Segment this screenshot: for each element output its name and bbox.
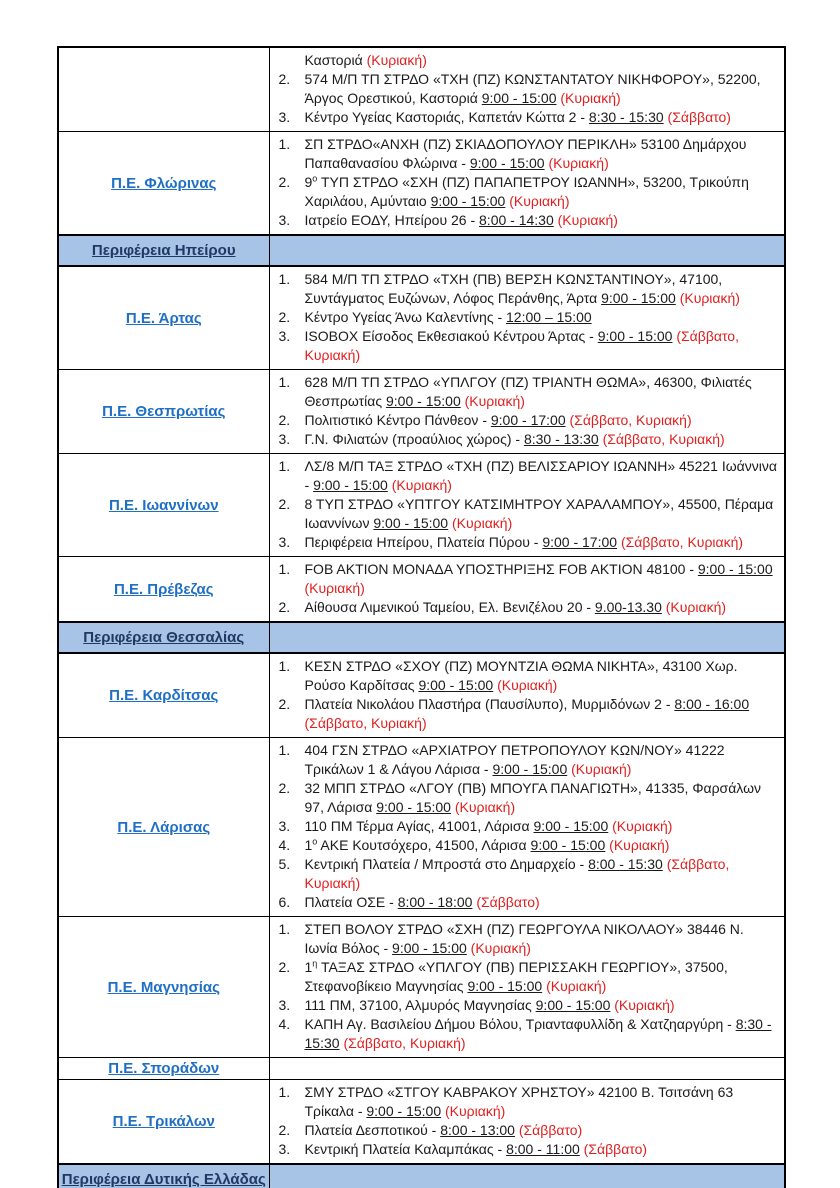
time-range: 9:00 - 15:00 (392, 940, 467, 956)
region-name (58, 47, 269, 132)
text-run: Καστοριά (304, 52, 367, 68)
location-list (269, 454, 785, 557)
location-item (279, 893, 781, 912)
text-run: ΣΜΥ ΣΤΡΔΟ «ΣΤΓΟΥ ΚΑΒΡΑΚΟΥ ΧΡΗΣΤΟΥ» 42100 Β. Τσιτσάνη 63 Τρίκαλα - (304, 1084, 734, 1119)
location-item (279, 855, 781, 893)
item-text (305, 598, 781, 617)
item-number: 1. (278, 271, 291, 287)
item-number: 2. (278, 309, 291, 325)
item-text (305, 211, 781, 230)
location-item (279, 135, 781, 173)
item-number: 3. (278, 818, 291, 834)
day-note: (Σάββατο, Κυριακή) (602, 431, 725, 447)
region-name: Π.Ε. Καρδίτσας (58, 653, 269, 738)
region-row (58, 653, 785, 738)
time-range: 9:00 - 15:00 (467, 978, 543, 994)
time-range: 9:00 - 15:00 (430, 193, 506, 209)
region-row (58, 132, 785, 236)
location-list (269, 370, 785, 454)
time-range: 9:00 - 15:00 (376, 799, 451, 815)
text-run: 110 ΠΜ Τέρμα Αγίας, 41001, Λάρισα (304, 818, 534, 834)
day-note: (Κυριακή) (546, 978, 607, 994)
section-header-filler (269, 1164, 785, 1188)
day-note: (Κυριακή) (454, 799, 516, 815)
item-text (305, 560, 781, 598)
location-item (279, 1083, 781, 1121)
day-note: (Κυριακή) (557, 212, 618, 228)
region-name: Π.Ε. Μαγνησίας (58, 917, 269, 1058)
location-item (279, 920, 781, 958)
text-run: 1 (304, 959, 313, 975)
item-text (305, 996, 781, 1015)
day-note: (Σάββατο, Κυριακή) (304, 715, 427, 731)
location-item (279, 411, 781, 430)
text-run: ΚΑΠΗ Αγ. Βασιλείου Δήμου Βόλου, Τριανταφυλλίδη & Χατζηαργύρη - (304, 1016, 736, 1032)
section-header-filler (269, 622, 785, 653)
location-list (269, 557, 785, 623)
region-row (58, 266, 785, 370)
item-number: 4. (278, 837, 291, 853)
item-text (305, 51, 781, 70)
item-number: 2. (278, 696, 291, 712)
text-run: Κεντρική Πλατεία Καλαμπάκας - (304, 1141, 507, 1157)
region-row (58, 1080, 785, 1165)
region-row (58, 370, 785, 454)
item-text (305, 1121, 781, 1140)
text-run: Κέντρο Υγείας Καστοριάς, Καπετάν Κώττα 2 - (304, 109, 589, 125)
day-note: (Κυριακή) (560, 90, 621, 106)
day-note: (Κυριακή) (497, 677, 558, 693)
day-note: (Σάββατο) (667, 109, 731, 125)
text-run: Αίθουσα Λιμενικού Ταμείου, Ελ. Βενιζέλου 20 - (304, 599, 595, 615)
item-number: 1. (278, 458, 291, 474)
text-run: 404 ΓΣΝ ΣΤΡΔΟ «ΑΡΧΙΑΤΡΟΥ ΠΕΤΡΟΠΟΥΛΟΥ ΚΩΝ/ΝΟΥ» 41222 Τρικάλων 1 & Λάγου Λάρισα - (304, 742, 725, 777)
item-number: 5. (278, 856, 291, 872)
day-note: (Σάββατο, Κυριακή) (620, 534, 744, 550)
day-note: (Κυριακή) (609, 837, 670, 853)
location-item (279, 211, 781, 230)
item-text (305, 920, 781, 958)
location-item (279, 108, 781, 127)
location-item (279, 657, 781, 695)
locations-table-body (58, 47, 785, 1188)
location-item (279, 741, 781, 779)
time-range: 9:00 - 15:00 (533, 818, 609, 834)
item-number: 2. (278, 412, 291, 428)
day-note: (Σάββατο) (518, 1122, 583, 1138)
time-range: 9:00 - 17:00 (490, 412, 566, 428)
text-run: FOB AKTION ΜΟΝΑΔΑ ΥΠΟΣΤΗΡΙΞΗΣ FOB AKTION 48100 - (304, 561, 698, 577)
text-run: Περιφέρεια Ηπείρου, Πλατεία Πύρου - (304, 534, 543, 550)
item-number: 1. (278, 561, 291, 577)
text-run: Κέντρο Υγείας Άνω Καλεντίνης - (304, 309, 507, 325)
item-text (305, 958, 781, 996)
region-name: Π.Ε. Λάρισας (58, 738, 269, 917)
text-run: ΤΥΠ ΣΤΡΔΟ «ΣΧΗ (ΠΖ) ΠΑΠΑΠΕΤΡΟΥ ΙΩΑΝΝΗ», 53200, Τρικούπη Χαριλάου, Αμύνταιο (304, 174, 749, 209)
location-item (279, 1015, 781, 1053)
text-run: Γ.Ν. Φιλιατών (προαύλιος χώρος) - (304, 431, 524, 447)
location-item (279, 70, 781, 108)
item-number: 3. (278, 109, 291, 125)
text-run: ΣΠ ΣΤΡΔΟ«ΑΝΧΗ (ΠΖ) ΣΚΙΑΔΟΠΟΥΛΟΥ ΠΕΡΙΚΛΗ» 53100 Δημάρχου Παπαθανασίου Φλώρινα - (304, 136, 747, 171)
item-text (305, 327, 781, 365)
time-range: 9:00 - 15:00 (469, 155, 545, 171)
time-range: 9:00 - 15:00 (373, 515, 449, 531)
location-item (279, 495, 781, 533)
time-range: 9:00 - 17:00 (542, 534, 618, 550)
item-text (305, 411, 781, 430)
time-range: 8:00 - 16:00 (674, 696, 750, 712)
time-range: 9:00 - 15:00 (386, 393, 461, 409)
item-number: 2. (278, 780, 291, 796)
item-text (305, 173, 781, 211)
text-run: 628 Μ/Π ΤΠ ΣΤΡΔΟ «ΥΠΛΓΟΥ (ΠΖ) ΤΡΙΑΝΤΗ ΘΩΜΑ», 46300, Φιλιατές Θεσπρωτίας (304, 374, 752, 409)
item-text (305, 270, 781, 308)
location-item (279, 996, 781, 1015)
location-list (269, 1058, 785, 1080)
time-range: 9:00 - 15:00 (492, 761, 568, 777)
location-item (279, 430, 781, 449)
section-header-row (58, 235, 785, 266)
region-row (58, 454, 785, 557)
location-item (279, 373, 781, 411)
section-header-label: Περιφέρεια Ηπείρου (58, 235, 269, 266)
item-number: 2. (278, 71, 291, 87)
day-note: (Σάββατο, Κυριακή) (304, 856, 730, 891)
region-name: Π.Ε. Πρέβεζας (58, 557, 269, 623)
ordinal-superscript: η (312, 958, 318, 969)
day-note: (Σάββατο) (476, 894, 540, 910)
day-note: (Κυριακή) (304, 580, 365, 596)
time-range: 12:00 – 15:00 (506, 309, 592, 325)
location-item (279, 836, 781, 855)
time-range: 8:00 - 14:30 (479, 212, 554, 228)
time-range: 9:00 - 15:00 (601, 290, 676, 306)
text-run: Πολιτιστικό Κέντρο Πάνθεον - (304, 412, 491, 428)
text-run: ΤΑΞΑΣ ΣΤΡΔΟ «ΥΠΛΓΟΥ (ΠΒ) ΠΕΡΙΣΣΑΚΗ ΓΕΩΡΓΙΟΥ», 37500, Στεφανοβίκειο Μαγνησίας (304, 959, 728, 994)
location-item (279, 270, 781, 308)
location-item (279, 1140, 781, 1159)
region-name: Π.Ε. Σποράδων (58, 1058, 269, 1080)
location-item (279, 958, 781, 996)
location-item (279, 1121, 781, 1140)
day-note: (Σάββατο, Κυριακή) (304, 328, 739, 363)
text-run: ΑΚΕ Κουτσόχερο, 41500, Λάρισα (317, 837, 531, 853)
time-range: 9:00 - 15:00 (597, 328, 673, 344)
item-number (279, 51, 305, 70)
day-note: (Κυριακή) (679, 290, 740, 306)
item-text (305, 533, 781, 552)
time-range: 8:00 - 18:00 (397, 894, 473, 910)
item-number: 4. (278, 1016, 291, 1032)
item-number: 2. (278, 496, 291, 512)
item-number: 3. (278, 212, 291, 228)
text-run: 32 ΜΠΠ ΣΤΡΔΟ «ΛΓΟΥ (ΠΒ) ΜΠΟΥΓΑ ΠΑΝΑΓΙΩΤΗ», 41335, Φαρσάλων 97, Λάρισα (304, 780, 762, 815)
text-run: Κεντρική Πλατεία / Μπροστά στο Δημαρχείο - (304, 856, 589, 872)
item-number: 3. (278, 534, 291, 550)
time-range: 8:00 - 13:00 (440, 1122, 515, 1138)
item-text (305, 855, 781, 893)
item-number: 3. (278, 1141, 291, 1157)
region-row (58, 47, 785, 132)
item-number: 1. (278, 1084, 291, 1100)
location-item (279, 695, 781, 733)
text-run: 574 Μ/Π ΤΠ ΣΤΡΔΟ «ΤΧΗ (ΠΖ) ΚΩΝΣΤΑΝΤΑΤΟΥ ΝΙΚΗΦΟΡΟΥ», 52200, Άργος Ορεστικού, Καστοριά (304, 71, 761, 106)
item-text (305, 1140, 781, 1159)
item-text (305, 657, 781, 695)
ordinal-superscript: ο (312, 836, 318, 847)
item-text (305, 1015, 781, 1053)
item-number: 6. (278, 894, 291, 910)
location-list (269, 266, 785, 370)
item-text (305, 695, 781, 733)
item-number: 1. (278, 742, 291, 758)
location-list (269, 917, 785, 1058)
text-run: 111 ΠΜ, 37100, Αλμυρός Μαγνησίας (304, 997, 536, 1013)
region-name: Π.Ε. Θεσπρωτίας (58, 370, 269, 454)
time-range: 9:00 - 15:00 (481, 90, 557, 106)
text-run: Πλατεία Δεσποτικού - (304, 1122, 441, 1138)
item-text (305, 135, 781, 173)
time-range: 9:00 - 15:00 (366, 1103, 442, 1119)
location-list (269, 653, 785, 738)
item-number: 2. (278, 1122, 291, 1138)
day-note: (Κυριακή) (464, 393, 525, 409)
item-number: 1. (278, 658, 291, 674)
day-note: (Κυριακή) (366, 52, 427, 68)
item-text (305, 495, 781, 533)
time-range: 8:30 - 13:30 (523, 431, 599, 447)
location-list (269, 47, 785, 132)
region-row (58, 557, 785, 623)
text-run: 584 Μ/Π ΤΠ ΣΤΡΔΟ «ΤΧΗ (ΠΒ) ΒΕΡΣΗ ΚΩΝΣΤΑΝΤΙΝΟΥ», 47100, Συντάγματος Ευζώνων, Λόφος Περάνθης, Άρτα (304, 271, 723, 306)
time-range: 9:00 - 15:00 (530, 837, 606, 853)
day-note: (Σάββατο, Κυριακή) (343, 1035, 466, 1051)
text-run: ISOBOX Είσοδος Εκθεσιακού Κέντρου Άρτας - (304, 328, 598, 344)
day-note: (Κυριακή) (470, 940, 531, 956)
day-note: (Κυριακή) (451, 515, 513, 531)
locations-table (57, 46, 786, 1188)
item-text (305, 457, 781, 495)
time-range: 9:00 - 15:00 (418, 677, 494, 693)
section-header-row (58, 622, 785, 653)
item-number: 1. (278, 136, 291, 152)
time-range: 9.00-13.30 (594, 599, 662, 615)
location-item (279, 457, 781, 495)
item-text (305, 1083, 781, 1121)
item-number: 3. (278, 328, 291, 344)
item-text (305, 308, 781, 327)
text-run: Ιατρείο ΕΟΔΥ, Ηπείρου 26 - (304, 212, 480, 228)
location-item (279, 779, 781, 817)
item-text (305, 430, 781, 449)
location-item (279, 817, 781, 836)
item-number: 2. (278, 599, 291, 615)
item-text (305, 373, 781, 411)
day-note: (Σάββατο, Κυριακή) (569, 412, 692, 428)
region-row (58, 1058, 785, 1080)
region-row (58, 917, 785, 1058)
location-item (279, 308, 781, 327)
section-header-label: Περιφέρεια Θεσσαλίας (58, 622, 269, 653)
location-list (269, 1080, 785, 1165)
day-note: (Σάββατο) (583, 1141, 648, 1157)
text-run: 9 (304, 174, 313, 190)
item-text (305, 836, 781, 855)
region-name: Π.Ε. Ιωαννίνων (58, 454, 269, 557)
item-text (305, 817, 781, 836)
day-note: (Κυριακή) (665, 599, 727, 615)
time-range: 9:00 - 15:00 (535, 997, 611, 1013)
region-name: Π.Ε. Φλώρινας (58, 132, 269, 236)
item-number: 1. (278, 921, 291, 937)
region-name: Π.Ε. Άρτας (58, 266, 269, 370)
location-list (269, 738, 785, 917)
region-name: Π.Ε. Τρικάλων (58, 1080, 269, 1165)
ordinal-superscript: ο (312, 173, 318, 184)
day-note: (Κυριακή) (445, 1103, 506, 1119)
location-item (279, 327, 781, 365)
text-run: ΚΕΣΝ ΣΤΡΔΟ «ΣΧΟΥ (ΠΖ) ΜΟΥΝΤΖΙΑ ΘΩΜΑ ΝΙΚΗΤΑ», 43100 Χωρ. Ρούσο Καρδίτσας (304, 658, 738, 693)
time-range: 9:00 - 15:00 (313, 477, 388, 493)
item-number: 2. (278, 959, 291, 975)
time-range: 9:00 - 15:00 (697, 561, 773, 577)
item-text (305, 893, 781, 912)
location-list (269, 132, 785, 236)
section-header-row (58, 1164, 785, 1188)
text-run: 8 ΤΥΠ ΣΤΡΔΟ «ΥΠΤΓΟΥ ΚΑΤΣΙΜΗΤΡΟΥ ΧΑΡΑΛΑΜΠΟΥ», 45500, Πέραμα Ιωαννίνων (304, 496, 774, 531)
location-item (279, 598, 781, 617)
day-note: (Κυριακή) (571, 761, 632, 777)
day-note: (Κυριακή) (612, 818, 673, 834)
location-item (279, 51, 781, 70)
item-text (305, 741, 781, 779)
day-note: (Κυριακή) (548, 155, 609, 171)
day-note: (Κυριακή) (614, 997, 675, 1013)
text-run: Πλατεία ΟΣΕ - (304, 894, 398, 910)
location-item (279, 533, 781, 552)
time-range: 8:00 - 15:30 (588, 856, 663, 872)
item-number: 2. (278, 174, 291, 190)
section-header-filler (269, 235, 785, 266)
time-range: 8:30 - 15:30 (304, 1016, 772, 1051)
section-header-label: Περιφέρεια Δυτικής Ελλάδας (58, 1164, 269, 1188)
time-range: 8:00 - 11:00 (506, 1141, 580, 1157)
region-row (58, 738, 785, 917)
day-note: (Κυριακή) (509, 193, 570, 209)
location-item (279, 173, 781, 211)
text-run: ΣΤΕΠ ΒΟΛΟΥ ΣΤΡΔΟ «ΣΧΗ (ΠΖ) ΓΕΩΡΓΟΥΛΑ ΝΙΚΟΛΑΟΥ» 38446 Ν. Ιωνία Βόλος - (304, 921, 744, 956)
item-text (305, 779, 781, 817)
location-item (279, 560, 781, 598)
item-number: 3. (278, 997, 291, 1013)
day-note: (Κυριακή) (391, 477, 452, 493)
item-number: 1. (278, 374, 291, 390)
text-run: 1 (304, 837, 313, 853)
item-text (305, 108, 781, 127)
text-run: Πλατεία Νικολάου Πλαστήρα (Παυσίλυπο), Μυρμιδόνων 2 - (304, 696, 675, 712)
item-text (305, 70, 781, 108)
time-range: 8:30 - 15:30 (588, 109, 664, 125)
item-number: 3. (278, 431, 291, 447)
text-run: ΛΣ/8 Μ/Π ΤΑΞ ΣΤΡΔΟ «ΤΧΗ (ΠΖ) ΒΕΛΙΣΣΑΡΙΟΥ ΙΩΑΝΝΗ» 45221 Ιωάννινα - (304, 458, 777, 493)
